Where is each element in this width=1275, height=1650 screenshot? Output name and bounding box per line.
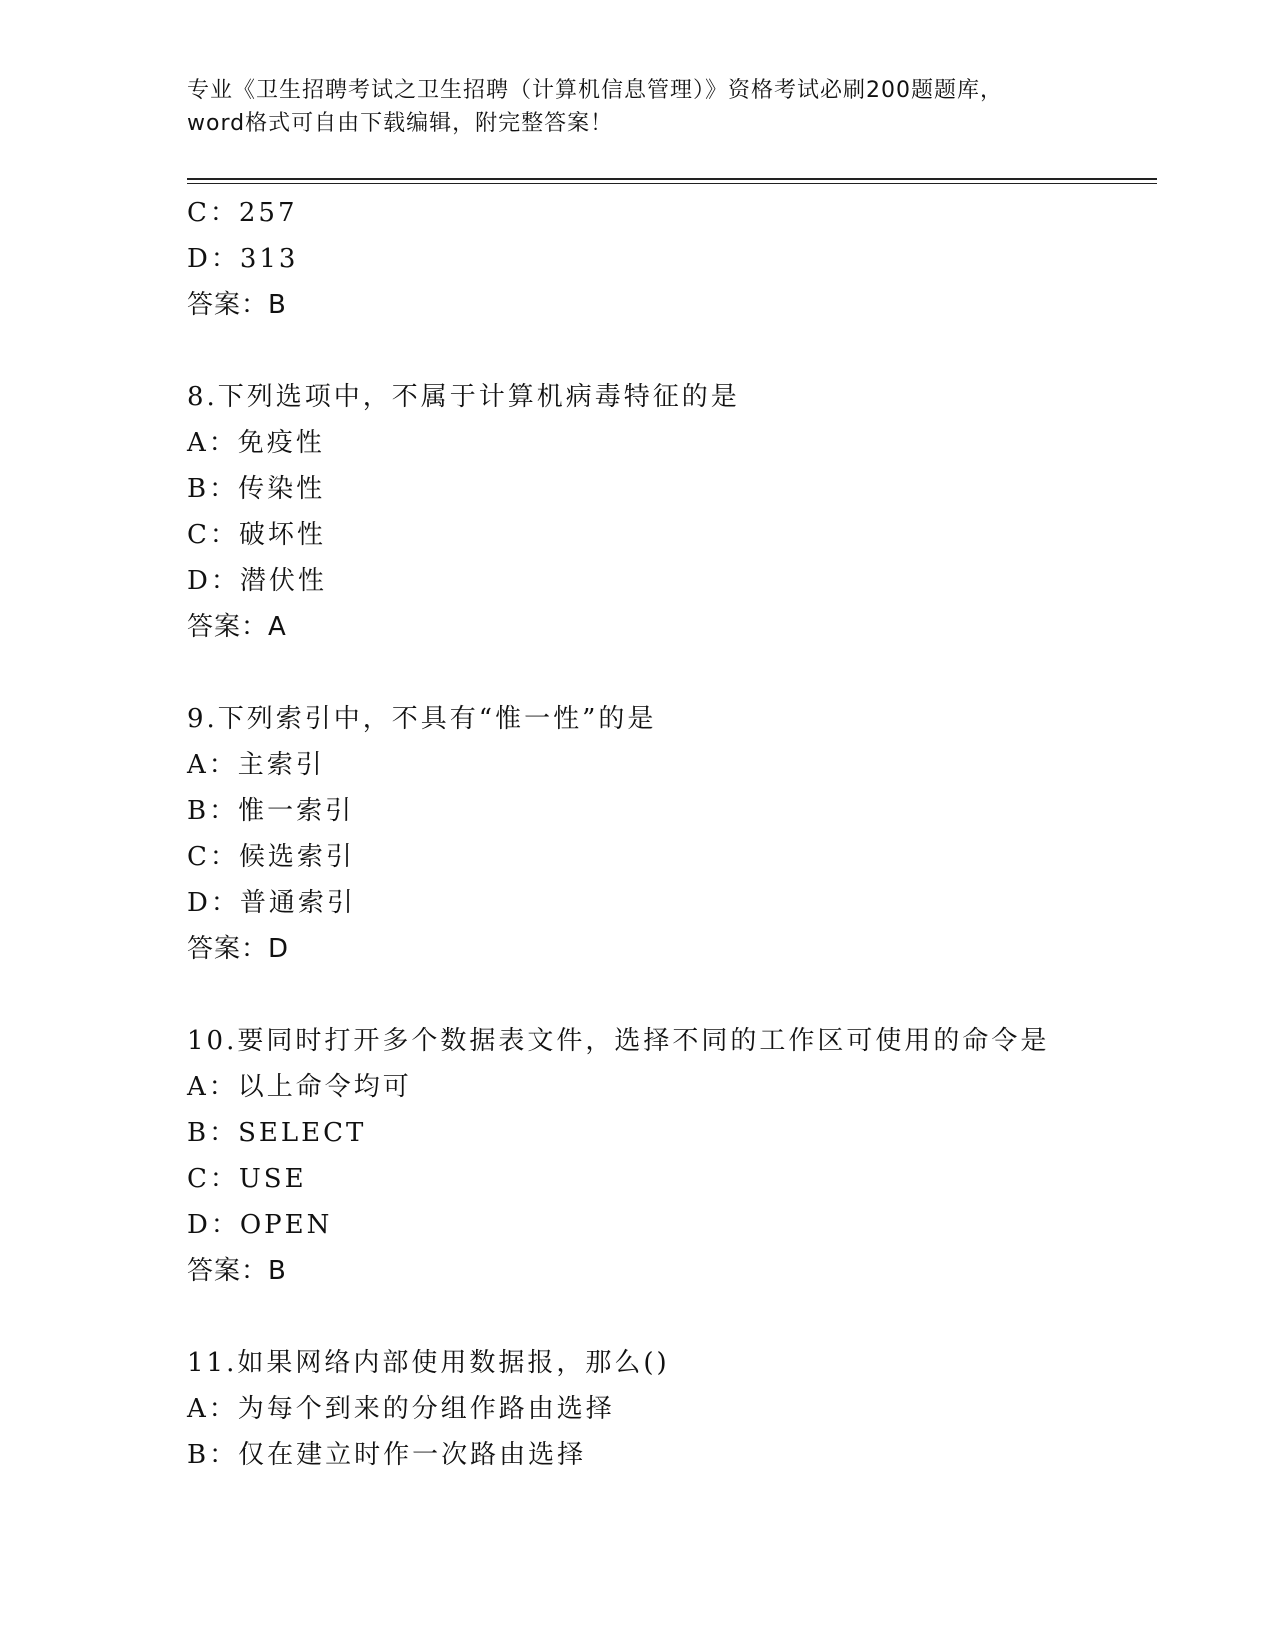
question-text: 10.要同时打开多个数据表文件，选择不同的工作区可使用的命令是 xyxy=(187,1026,1050,1056)
option-b: B：仅在建立时作一次路由选择 xyxy=(187,1440,587,1470)
question-block-8 xyxy=(187,374,1147,650)
option-d: D：OPEN xyxy=(187,1210,333,1240)
answer-line: 答案：D xyxy=(187,934,290,964)
header-line-2: word格式可自由下载编辑，附完整答案！ xyxy=(187,111,614,136)
option-b: B：惟一索引 xyxy=(187,796,355,826)
question-text: 11.如果网络内部使用数据报，那么() xyxy=(187,1348,670,1378)
question-block-9 xyxy=(187,696,1147,972)
question-text: 8.下列选项中，不属于计算机病毒特征的是 xyxy=(187,382,740,412)
answer-line: 答案：B xyxy=(187,1256,287,1286)
answer-line: 答案：B xyxy=(187,290,287,320)
option-a: A：主索引 xyxy=(187,750,325,780)
option-b: B：SELECT xyxy=(187,1118,367,1148)
option-d: D：普通索引 xyxy=(187,888,356,918)
option-d: D：313 xyxy=(187,244,299,274)
spacer xyxy=(187,650,1147,696)
header-divider-thin xyxy=(187,183,1157,184)
option-c: C：257 xyxy=(187,198,298,228)
question-block-7-tail xyxy=(187,190,1147,328)
option-c: C：USE xyxy=(187,1164,307,1194)
option-b: B：传染性 xyxy=(187,474,326,504)
answer-line: 答案：A xyxy=(187,612,287,642)
question-block-11 xyxy=(187,1340,1147,1478)
option-d: D：潜伏性 xyxy=(187,566,327,596)
spacer xyxy=(187,1294,1147,1340)
option-c: C：候选索引 xyxy=(187,842,355,872)
option-a: A：以上命令均可 xyxy=(187,1072,412,1102)
document-header xyxy=(187,74,1087,140)
question-list xyxy=(187,190,1147,1478)
spacer xyxy=(187,972,1147,1018)
header-line-1: 专业《卫生招聘考试之卫生招聘（计算机信息管理）》资格考试必刷200题题库， xyxy=(187,78,1003,103)
option-a: A：为每个到来的分组作路由选择 xyxy=(187,1394,615,1424)
option-a: A：免疫性 xyxy=(187,428,325,458)
header-divider-thick xyxy=(187,178,1157,180)
question-text: 9.下列索引中，不具有“惟一性”的是 xyxy=(187,704,657,734)
question-block-10 xyxy=(187,1018,1147,1294)
option-c: C：破坏性 xyxy=(187,520,326,550)
spacer xyxy=(187,328,1147,374)
